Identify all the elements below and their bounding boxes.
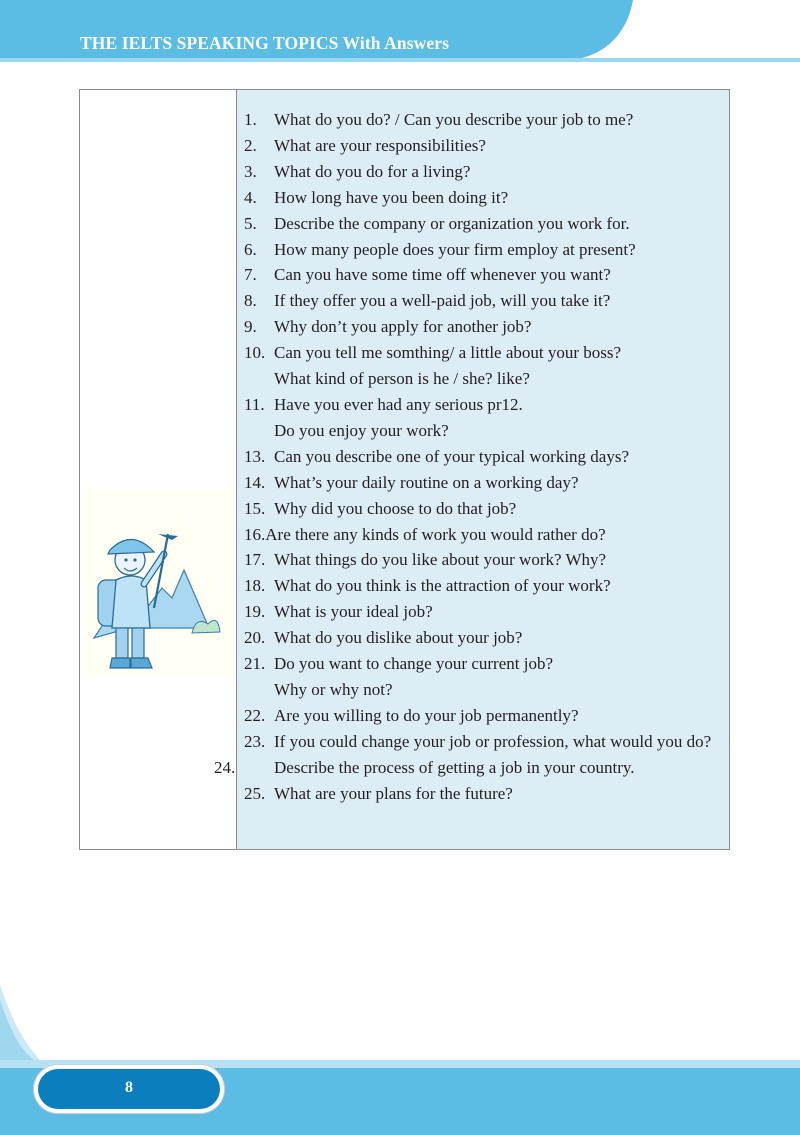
question-number: 18.	[244, 576, 266, 596]
question-number: 11.	[244, 394, 265, 414]
question-item	[244, 496, 754, 522]
question-number: 20.	[244, 628, 266, 648]
question-number: 17.	[244, 550, 266, 570]
question-text: Can you have some time off whenever you want?	[274, 265, 611, 285]
question-continuation: What kind of person is he / she? like?	[274, 369, 530, 389]
question-text: Are there any kinds of work you would rather do?	[265, 524, 606, 544]
question-item	[244, 703, 754, 729]
question-number: 7.	[244, 265, 257, 285]
question-item	[244, 392, 754, 444]
topic-table	[79, 89, 730, 850]
question-text: What’s your daily routine on a working day?	[274, 472, 579, 492]
question-item	[244, 470, 754, 496]
question-item	[244, 237, 754, 263]
hiker-with-ice-axe-icon	[84, 488, 232, 678]
question-item	[244, 651, 754, 703]
topic-cell	[80, 90, 237, 849]
question-number: 3.	[244, 161, 257, 181]
question-item	[244, 547, 754, 573]
question-text: How many people does your firm employ at present?	[274, 239, 636, 259]
question-text: Have you ever had any serious pr12.	[274, 394, 523, 414]
page-number-badge	[38, 1069, 220, 1109]
question-text: Describe the company or organization you work for.	[274, 213, 630, 233]
question-number: 21.	[244, 654, 266, 674]
question-number: 19.	[244, 602, 266, 622]
question-text: If you could change your job or profession, what would you do?	[274, 731, 712, 751]
question-number: 9.	[244, 317, 257, 337]
question-text: Can you describe one of your typical working days?	[274, 446, 630, 466]
question-item	[244, 159, 754, 185]
question-text: Do you want to change your current job?	[274, 654, 553, 674]
question-list	[214, 107, 754, 806]
question-item	[244, 573, 754, 599]
question-item	[244, 314, 754, 340]
questions-cell	[214, 90, 729, 849]
question-item	[244, 211, 754, 237]
question-text: What is your ideal job?	[274, 602, 433, 622]
question-item	[214, 755, 754, 781]
question-text: Are you willing to do your job permanently?	[274, 705, 579, 725]
question-item	[244, 185, 754, 211]
question-item	[244, 133, 754, 159]
question-text: What are your plans for the future?	[274, 783, 513, 803]
question-item	[244, 729, 754, 755]
question-continuation: Why or why not?	[274, 679, 393, 699]
question-number: 16.	[244, 524, 266, 544]
question-number: 23.	[244, 731, 266, 751]
question-number: 2.	[244, 135, 257, 155]
question-text: If they offer you a well-paid job, will you take it?	[274, 291, 611, 311]
question-number: 15.	[244, 498, 266, 518]
question-number: 5.	[244, 213, 257, 233]
question-text: What are your responsibilities?	[274, 135, 486, 155]
question-item	[244, 599, 754, 625]
question-item	[244, 262, 754, 288]
question-item	[244, 288, 754, 314]
question-number: 13.	[244, 446, 266, 466]
question-item	[244, 522, 754, 548]
question-text: Can you tell me somthing/ a little about your boss?	[274, 343, 622, 363]
page-number: 8	[125, 1079, 133, 1096]
question-continuation: Do you enjoy your work?	[274, 420, 449, 440]
question-number: 14.	[244, 472, 266, 492]
question-item	[244, 107, 754, 133]
question-text: How long have you been doing it?	[274, 187, 509, 207]
question-text: What do you dislike about your job?	[274, 628, 523, 648]
question-item	[244, 340, 754, 392]
header-title: THE IELTS SPEAKING TOPICS With Answers	[80, 33, 450, 53]
question-number: 6.	[244, 239, 257, 259]
question-text: What do you do for a living?	[274, 161, 471, 181]
question-text: Why don’t you apply for another job?	[274, 317, 532, 337]
question-number: 24.	[214, 757, 236, 777]
question-number: 8.	[244, 291, 257, 311]
question-text: What things do you like about your work? Why?	[274, 550, 607, 570]
question-item	[244, 625, 754, 651]
question-text: What do you think is the attraction of your work?	[274, 576, 611, 596]
question-item	[244, 444, 754, 470]
question-number: 1.	[244, 110, 257, 129]
question-text: Describe the process of getting a job in your country.	[274, 757, 635, 777]
question-number: 22.	[244, 705, 266, 725]
question-number: 10.	[244, 343, 266, 363]
question-item	[244, 781, 754, 807]
question-text: Why did you choose to do that job?	[274, 498, 517, 518]
question-number: 4.	[244, 187, 257, 207]
question-number: 25.	[244, 783, 266, 803]
question-text: What do you do? / Can you describe your job to me?	[274, 110, 634, 129]
